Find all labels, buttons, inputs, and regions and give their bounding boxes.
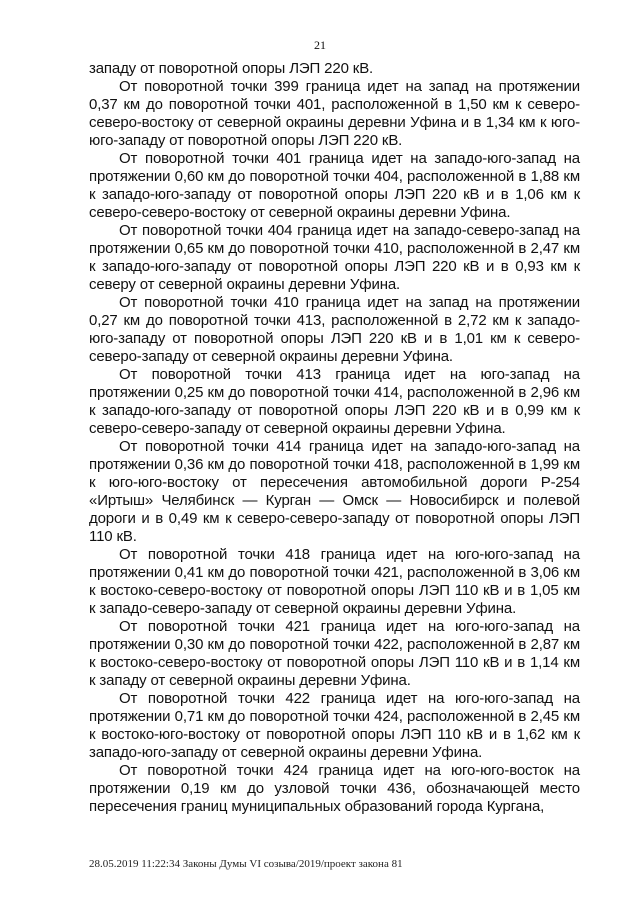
paragraph: От поворотной точки 410 граница идет на запад на протяжении 0,27 км до поворотной точки 413, расположенной в 2,72 км к западо-юго-западу от поворотной опоры ЛЭП 220 кВ и в 1,01 км к северо-северо-западу от северной окраины деревни Уфина. <box>89 294 580 365</box>
document-footer: 28.05.2019 11:22:34 Законы Думы VI созыва/2019/проект закона 81 <box>89 858 403 870</box>
paragraph: От поворотной точки 418 граница идет на юго-юго-запад на протяжении 0,41 км до поворотной точки 421, расположенной в 3,06 км к востоко-северо-востоку от поворотной опоры ЛЭП 110 кВ и в 1,05 км к западо-северо-западу от северной окраины деревни Уфина. <box>89 546 580 617</box>
paragraph: От поворотной точки 414 граница идет на западо-юго-запад на протяжении 0,36 км до поворотной точки 418, расположенной в 1,99 км к юго-юго-востоку от пересечения автомобильной дороги Р-254 «Иртыш» Челябинск — Курган — Омск — Новосибирск и полевой дороги и в 0,49 км к северо-северо-западу от поворотной опоры ЛЭП 110 кВ. <box>89 438 580 545</box>
paragraph: От поворотной точки 424 граница идет на юго-юго-восток на протяжении 0,19 км до узловой точки 436, обозначающей место пересечения границ муниципальных образований города Кургана, <box>89 762 580 815</box>
document-body <box>89 60 580 816</box>
paragraph: От поворотной точки 399 граница идет на запад на протяжении 0,37 км до поворотной точки 401, расположенной в 1,50 км к северо-северо-востоку от северной окраины деревни Уфина и в 1,34 км к юго-юго-западу от поворотной опоры ЛЭП 220 кВ. <box>89 78 580 149</box>
paragraph: От поворотной точки 401 граница идет на западо-юго-запад на протяжении 0,60 км до поворотной точки 404, расположенной в 1,88 км к западо-юго-западу от поворотной опоры ЛЭП 220 кВ и в 1,06 км к северо-северо-востоку от северной окраины деревни Уфина. <box>89 150 580 221</box>
page-number: 21 <box>314 38 326 52</box>
paragraph: От поворотной точки 413 граница идет на юго-запад на протяжении 0,25 км до поворотной точки 414, расположенной в 2,96 км к западо-юго-западу от поворотной опоры ЛЭП 220 кВ и в 0,99 км к северо-северо-западу от северной окраины деревни Уфина. <box>89 366 580 437</box>
paragraph: западу от поворотной опоры ЛЭП 220 кВ. <box>89 60 374 77</box>
paragraph: От поворотной точки 421 граница идет на юго-юго-запад на протяжении 0,30 км до поворотной точки 422, расположенной в 2,87 км к востоко-северо-востоку от поворотной опоры ЛЭП 110 кВ и в 1,14 км к западу от северной окраины деревни Уфина. <box>89 618 580 689</box>
paragraph: От поворотной точки 404 граница идет на западо-северо-запад на протяжении 0,65 км до поворотной точки 410, расположенной в 2,47 км к западо-юго-западу от поворотной опоры ЛЭП 220 кВ и в 0,93 км к северу от северной окраины деревни Уфина. <box>89 222 580 293</box>
paragraph: От поворотной точки 422 граница идет на юго-юго-запад на протяжении 0,71 км до поворотной точки 424, расположенной в 2,45 км к востоко-юго-востоку от поворотной опоры ЛЭП 110 кВ и в 1,62 км к западо-юго-западу от северной окраины деревни Уфина. <box>89 690 580 761</box>
